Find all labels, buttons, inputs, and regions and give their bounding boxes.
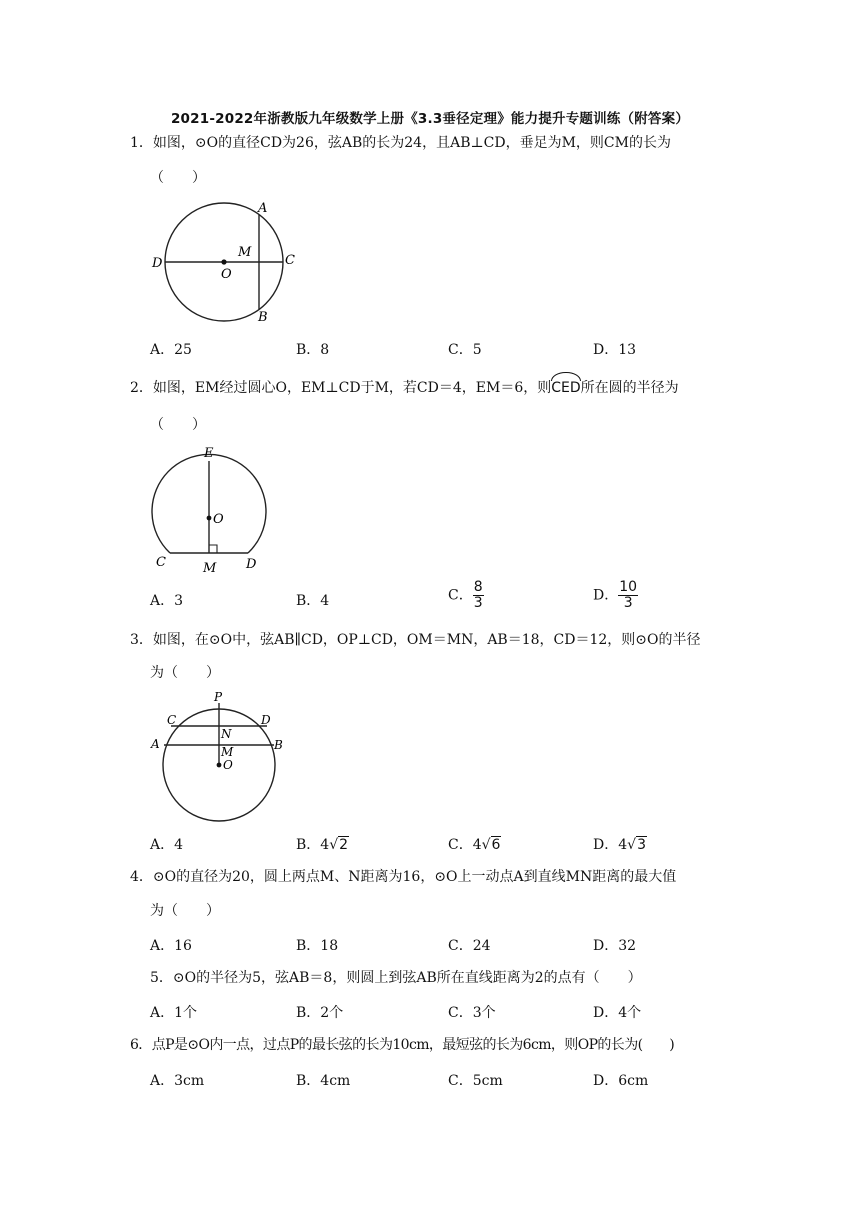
question-4-option-d: D．32 — [593, 938, 637, 954]
label-o: O — [221, 267, 232, 282]
center-point — [207, 516, 212, 521]
label-m: M — [238, 245, 252, 260]
question-2-option-c: C． $\frac{8}{3}$ — [448, 579, 483, 611]
question-2-text-post: 所在圆的半径为 — [580, 380, 679, 396]
label-a: A — [151, 737, 160, 751]
question-3-option-b: B．4√2 — [296, 837, 349, 853]
question-6-option-d: D．6cm — [593, 1073, 649, 1089]
question-5-text: 5．⊙O的半径为5，弦AB＝8，则圆上到弦AB所在直线距离为2的点有（ ） — [150, 970, 642, 986]
center-point — [221, 259, 226, 264]
label-d: D — [246, 557, 257, 572]
question-5-option-a: A．1个 — [150, 1005, 198, 1021]
fraction: $\frac{8}{3}$ — [473, 579, 483, 611]
question-6-option-c: C．5cm — [448, 1073, 503, 1089]
right-angle-mark — [209, 545, 217, 553]
label-c: C — [167, 713, 177, 727]
label-n: N — [221, 727, 232, 741]
question-2-figure — [148, 442, 272, 577]
question-1-option-b: B．8 — [296, 342, 330, 358]
center-point — [217, 763, 222, 768]
question-4-option-a: A．16 — [150, 938, 192, 954]
question-1-option-d: D．13 — [593, 342, 637, 358]
question-3-figure — [146, 688, 292, 826]
question-6-option-a: A．3cm — [150, 1073, 205, 1089]
label-p: P — [214, 690, 223, 704]
question-1-text: 1．如图，⊙O的直径CD为26，弦AB的长为24，且AB⊥CD，垂足为M，则CM的长为 — [130, 135, 671, 151]
question-4-text-2: 为（ ） — [150, 903, 220, 919]
sqrt-sign: √3 — [627, 837, 646, 853]
question-6-text: 6．点P是⊙O内一点，过点P的最长弦的长为10cm，最短弦的长为6cm，则OP的长为( ) — [130, 1037, 675, 1053]
label-o: O — [223, 758, 233, 772]
label-m: M — [221, 745, 234, 759]
question-2-option-a: A．3 — [150, 593, 184, 609]
question-2-paren: （ ） — [150, 417, 206, 433]
arc-ced: CED — [551, 380, 581, 396]
sqrt-sign: √2 — [329, 837, 349, 853]
fraction: $\frac{10}{3}$ — [619, 579, 638, 611]
question-5-option-b: B．2个 — [296, 1005, 344, 1021]
label-c: C — [285, 253, 295, 268]
question-3-option-d: D．4√3 — [593, 837, 646, 853]
question-1-figure — [148, 196, 308, 328]
label-m: M — [203, 561, 217, 576]
question-3-text: 3．如图，在⊙O中，弦AB∥CD，OP⊥CD，OM＝MN，AB＝18，CD＝12，则⊙O的半径 — [130, 632, 701, 648]
label-d: D — [261, 713, 271, 727]
question-2-option-d: D． $\frac{10}{3}$ — [593, 579, 638, 611]
label-d: D — [152, 256, 163, 271]
label-a: A — [258, 201, 268, 216]
label-o: O — [213, 512, 224, 527]
sqrt-sign: √6 — [481, 837, 501, 853]
question-4-option-b: B．18 — [296, 938, 339, 954]
label-b: B — [274, 738, 283, 752]
question-3-text-2: 为（ ） — [150, 665, 220, 681]
question-3-option-a: A．4 — [150, 837, 184, 853]
question-4-text: 4．⊙O的直径为20，圆上两点M、N距离为16，⊙O上一动点A到直线MN距离的最大值 — [130, 869, 677, 885]
question-1-paren: （ ） — [150, 170, 206, 186]
question-3-option-c: C．4√6 — [448, 837, 501, 853]
question-2-option-b: B．4 — [296, 593, 330, 609]
question-2-text-pre: 2．如图，EM经过圆心O，EM⊥CD于M，若CD＝4，EM＝6，则 — [130, 380, 552, 396]
question-1-option-a: A．25 — [150, 342, 192, 358]
label-c: C — [156, 555, 166, 570]
label-b: B — [258, 310, 268, 325]
question-2-text — [130, 378, 679, 398]
question-1-option-c: C．5 — [448, 342, 482, 358]
question-6-option-b: B．4cm — [296, 1073, 351, 1089]
page-title: 2021-2022年浙教版九年级数学上册《3.3垂径定理》能力提升专题训练（附答案） — [170, 111, 690, 127]
question-5-option-d: D．4个 — [593, 1005, 642, 1021]
question-5-option-c: C．3个 — [448, 1005, 496, 1021]
label-e: E — [204, 446, 214, 461]
question-4-option-c: C．24 — [448, 938, 491, 954]
